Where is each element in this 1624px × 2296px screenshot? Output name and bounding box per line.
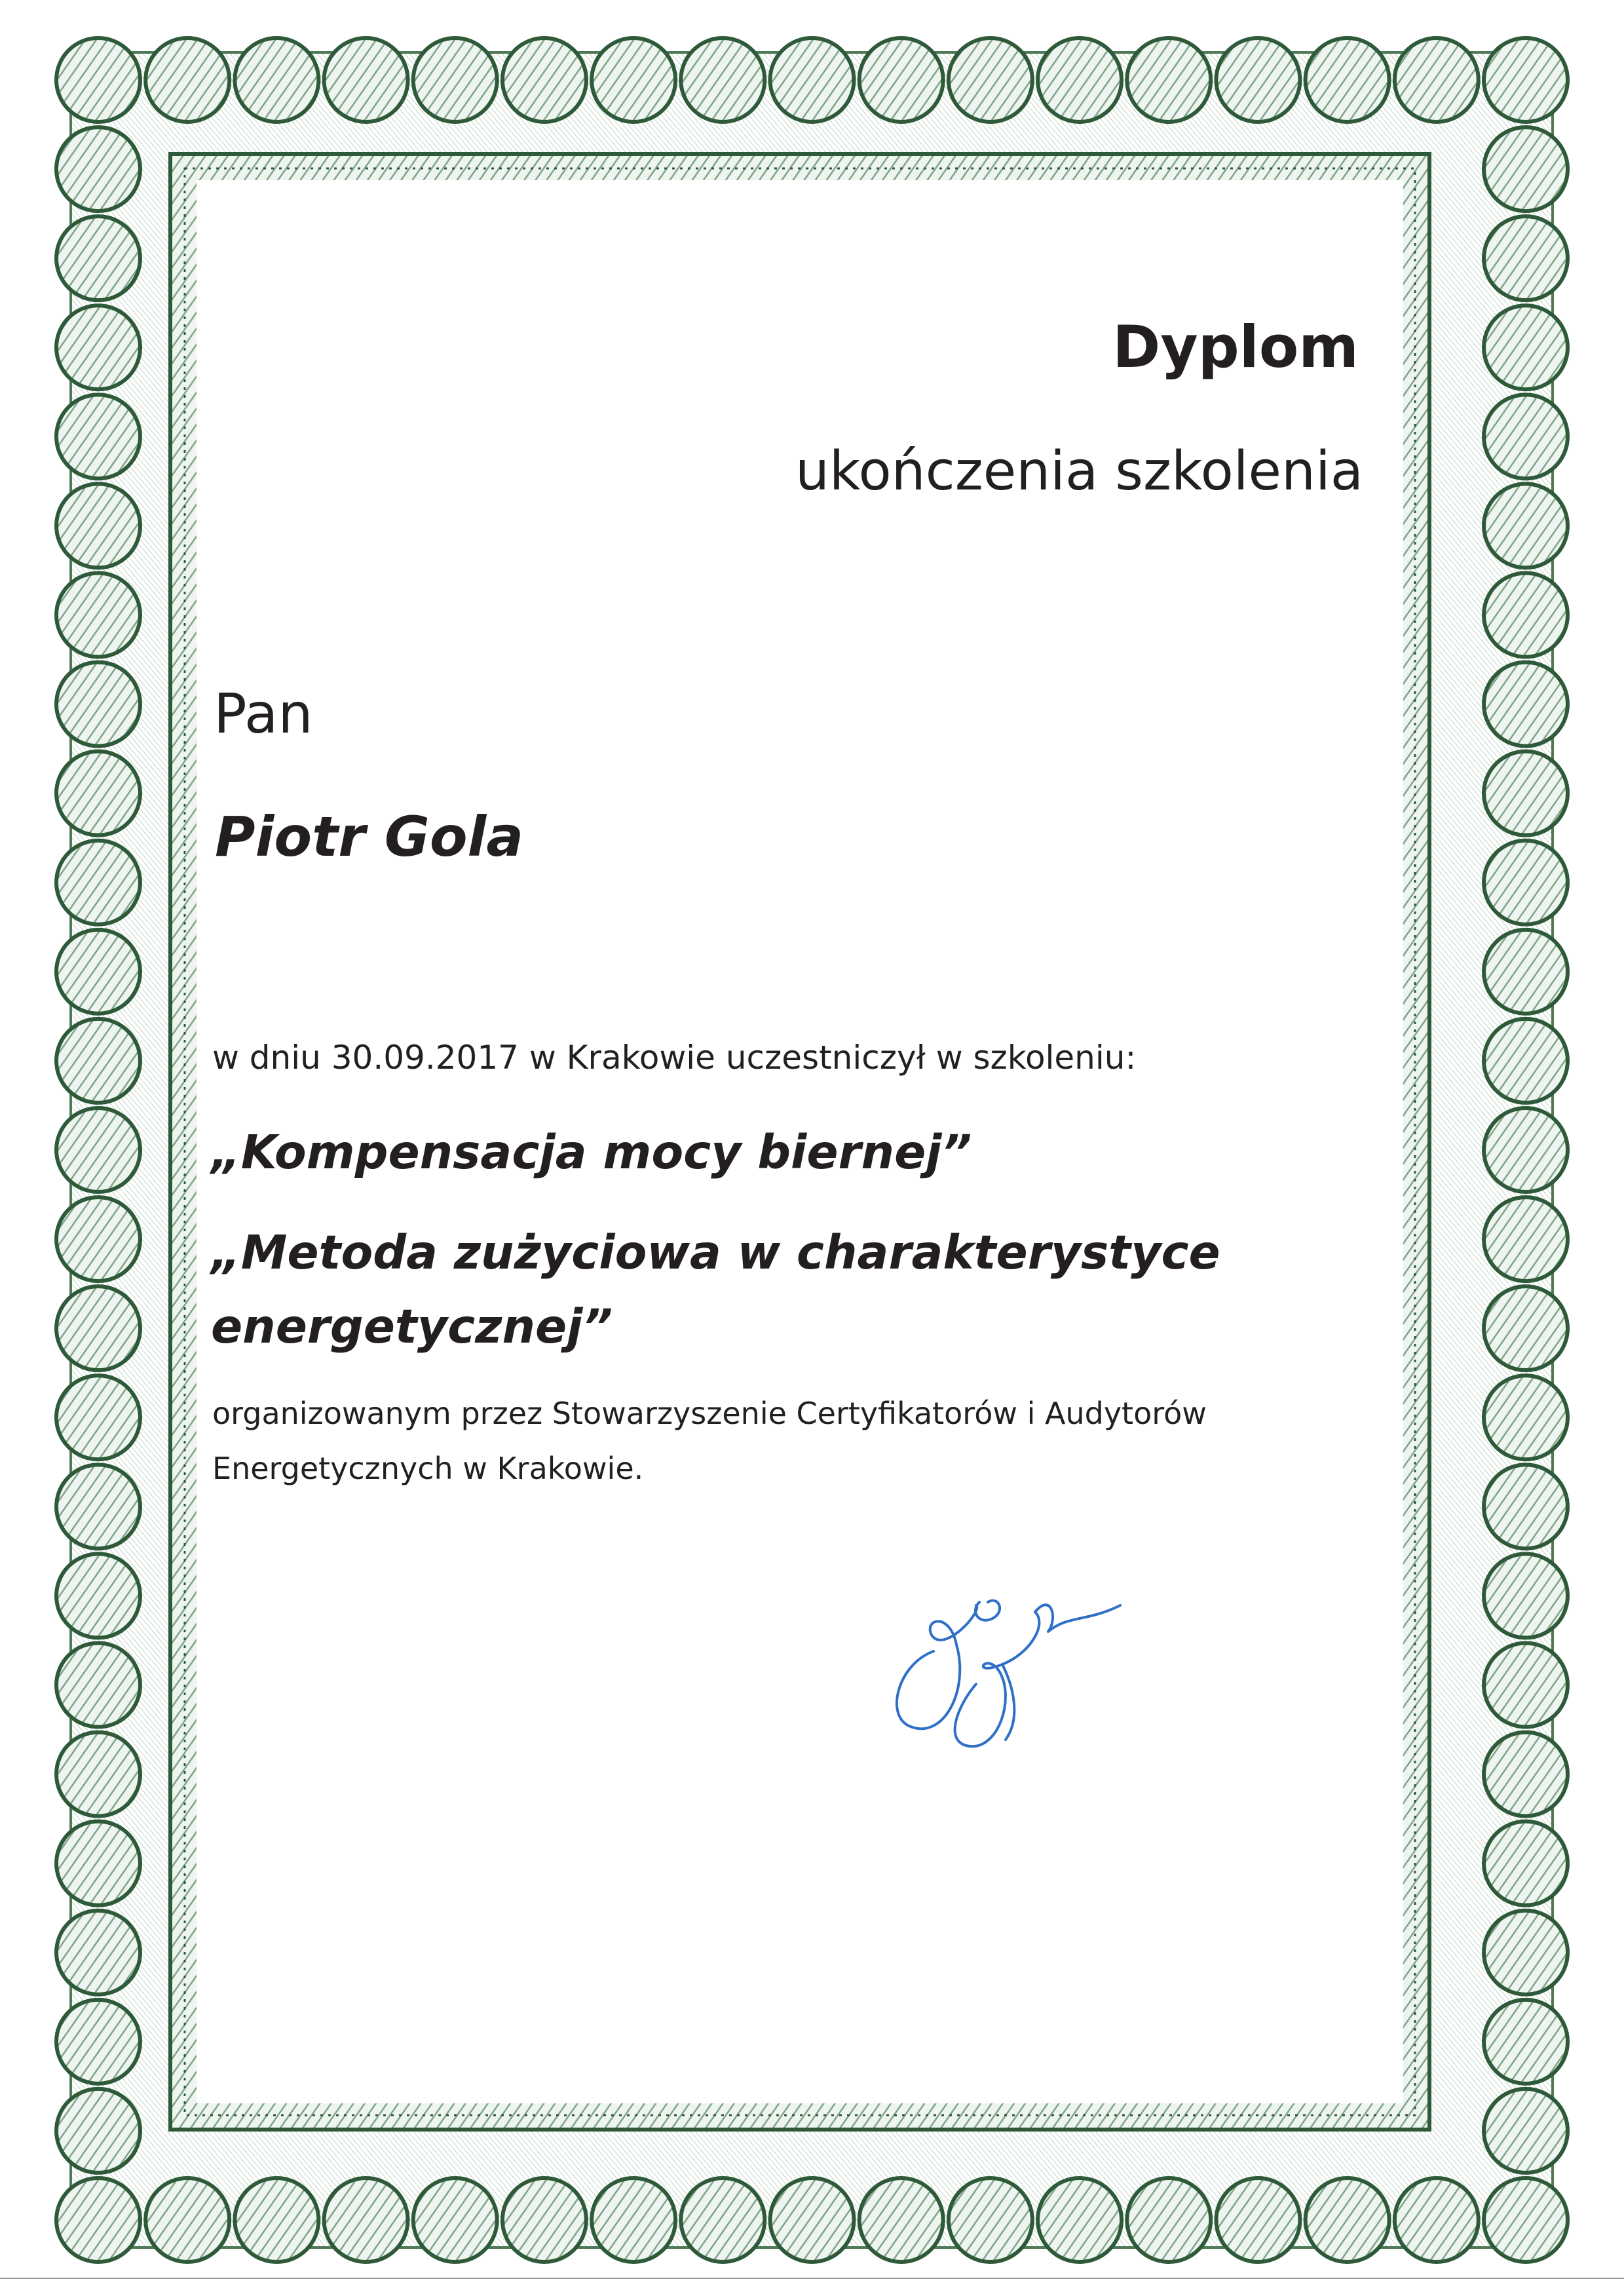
border-scallop xyxy=(1038,2178,1122,2262)
border-scallop xyxy=(1484,841,1568,925)
border-scallop xyxy=(56,1554,140,1637)
border-scallop xyxy=(324,2178,408,2262)
border-scallop xyxy=(949,2178,1032,2262)
diploma-subtitle: ukończenia szkolenia xyxy=(795,440,1363,503)
border-scallop xyxy=(56,2089,140,2173)
border-scallop xyxy=(56,1732,140,1816)
border-scallop xyxy=(1038,38,1122,122)
border-scallop xyxy=(235,38,318,122)
border-scallop xyxy=(1484,1554,1568,1637)
border-scallop xyxy=(56,1375,140,1459)
border-scallop xyxy=(1484,2000,1568,2084)
border-scallop xyxy=(56,1108,140,1192)
border-scallop xyxy=(56,2178,140,2262)
border-scallop xyxy=(1484,2089,1568,2173)
organizer-line-2: Energetycznych w Krakowie. xyxy=(212,1451,644,1486)
organizer-line-1: organizowanym przez Stowarzyszenie Certyfikatorów i Audytorów xyxy=(212,1396,1207,1431)
border-scallop xyxy=(1484,1911,1568,1995)
border-scallop xyxy=(1306,38,1389,122)
border-scallop xyxy=(145,38,229,122)
border-scallop xyxy=(56,930,140,1014)
border-scallop xyxy=(502,2178,586,2262)
border-scallop xyxy=(1484,1286,1568,1370)
border-scallop xyxy=(1484,394,1568,478)
border-scallop xyxy=(1484,38,1568,122)
border-scallop xyxy=(770,38,854,122)
border-scallop xyxy=(1484,1732,1568,1816)
handwritten-signature xyxy=(871,1566,1179,1789)
border-scallop xyxy=(859,2178,943,2262)
border-scallop xyxy=(1216,38,1300,122)
border-scallop xyxy=(413,2178,497,2262)
course-title-2-line-1: „Metoda zużyciowa w charakterystyce xyxy=(211,1225,1220,1280)
border-scallop xyxy=(56,2000,140,2084)
border-scallop xyxy=(56,127,140,211)
border-scallop xyxy=(56,573,140,657)
border-scallop xyxy=(1484,305,1568,389)
border-scallop xyxy=(1484,1375,1568,1459)
course-title-2-line-2: energetycznej” xyxy=(211,1299,613,1354)
border-scallop xyxy=(56,1822,140,1905)
border-scallop xyxy=(56,1019,140,1103)
border-scallop xyxy=(1484,662,1568,746)
scan-edge-line xyxy=(0,2278,1624,2279)
border-scallop xyxy=(1484,216,1568,300)
border-scallop xyxy=(1484,1464,1568,1548)
border-scallop xyxy=(1484,752,1568,835)
border-scallop xyxy=(56,1197,140,1281)
course-title-1: „Kompensacja mocy biernej” xyxy=(211,1125,972,1179)
border-scallop xyxy=(56,752,140,835)
border-scallop xyxy=(1484,2178,1568,2262)
border-scallop xyxy=(1484,1019,1568,1103)
border-scallop xyxy=(1484,1197,1568,1281)
border-scallop xyxy=(592,2178,675,2262)
diploma-title: Dyplom xyxy=(1112,313,1359,381)
border-scallop xyxy=(56,394,140,478)
border-scallop xyxy=(1484,1108,1568,1192)
salutation: Pan xyxy=(214,681,313,746)
training-date-statement: w dniu 30.09.2017 w Krakowie uczestniczył w szkoleniu: xyxy=(212,1039,1137,1077)
border-scallop xyxy=(145,2178,229,2262)
border-scallop xyxy=(324,38,408,122)
border-scallop xyxy=(1216,2178,1300,2262)
border-scallop xyxy=(56,1464,140,1548)
border-scallop xyxy=(413,38,497,122)
border-scallop xyxy=(56,841,140,925)
border-scallop xyxy=(1484,930,1568,1014)
border-scallop xyxy=(56,38,140,122)
border-scallop xyxy=(770,2178,854,2262)
border-scallop xyxy=(235,2178,318,2262)
border-scallop xyxy=(56,216,140,300)
border-scallop xyxy=(56,484,140,567)
border-scallop xyxy=(1484,573,1568,657)
recipient-name: Piotr Gola xyxy=(215,805,524,869)
border-scallop xyxy=(592,38,675,122)
border-scallop xyxy=(1484,484,1568,567)
border-scallop xyxy=(681,38,765,122)
border-scallop xyxy=(502,38,586,122)
border-scallop xyxy=(1127,2178,1211,2262)
border-scallop xyxy=(56,662,140,746)
border-scallop xyxy=(1484,1822,1568,1905)
border-scallop xyxy=(56,1286,140,1370)
border-scallop xyxy=(949,38,1032,122)
border-scallop xyxy=(1306,2178,1389,2262)
border-scallop xyxy=(56,1911,140,1995)
border-scallop xyxy=(1484,127,1568,211)
border-scallop xyxy=(1395,38,1479,122)
border-scallop xyxy=(1484,1643,1568,1727)
border-scallop xyxy=(1395,2178,1479,2262)
border-scallop xyxy=(859,38,943,122)
border-scallop xyxy=(681,2178,765,2262)
border-scallop xyxy=(56,305,140,389)
border-scallop xyxy=(56,1643,140,1727)
border-scallop xyxy=(1127,38,1211,122)
